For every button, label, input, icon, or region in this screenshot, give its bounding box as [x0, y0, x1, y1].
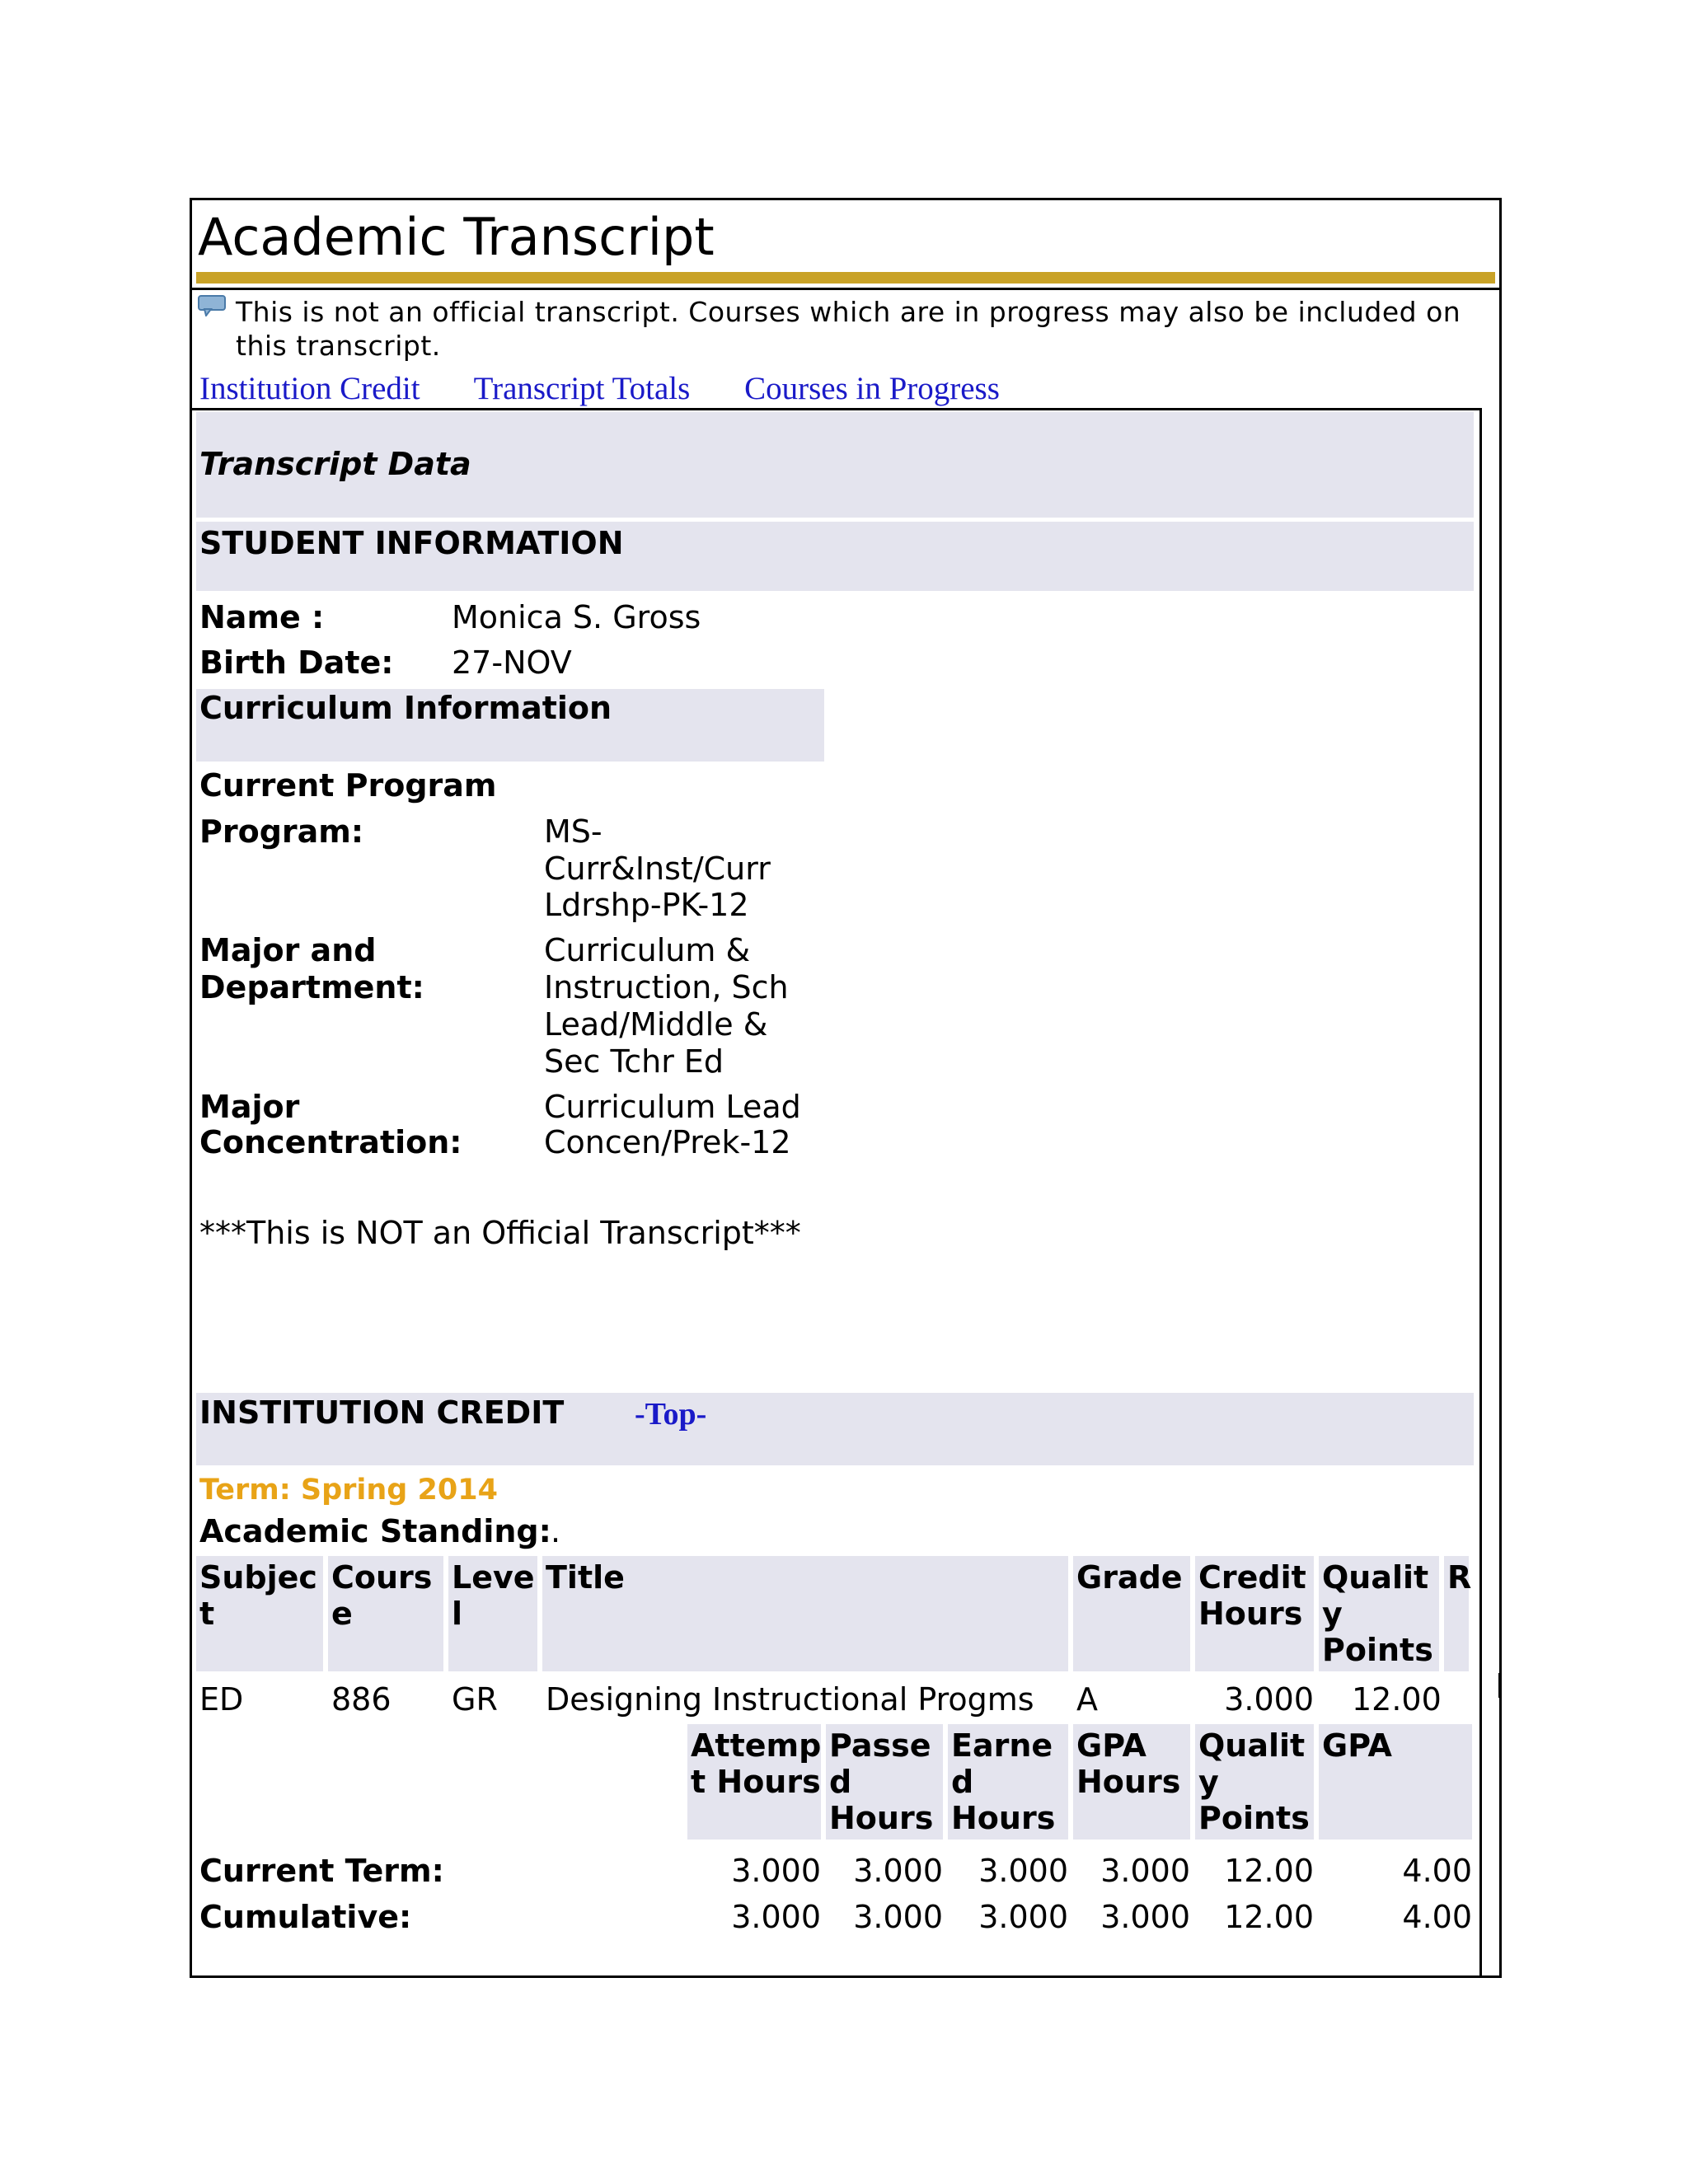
institution-credit-header: INSTITUTION CREDIT — [199, 1394, 565, 1431]
academic-standing-label: Academic Standing: — [199, 1513, 551, 1549]
top-link[interactable]: -Top- — [635, 1397, 707, 1432]
academic-standing-value: . — [551, 1513, 561, 1549]
course-quality-points: 12.00 — [1352, 1681, 1442, 1718]
major-value-line: Curriculum & — [544, 932, 751, 968]
course-number: 886 — [331, 1681, 392, 1718]
current-term-label: Current Term: — [199, 1853, 444, 1889]
section-title: Transcript Data — [199, 446, 471, 482]
current-gpa: 4.00 — [1402, 1853, 1472, 1889]
birth-date-label: Birth Date: — [199, 644, 394, 681]
col-quality-points-header: Qualit — [1322, 1559, 1429, 1596]
row-divider — [1498, 1673, 1501, 1698]
totals-gpa-header: GPA — [1322, 1727, 1392, 1764]
student-info-header: STUDENT INFORMATION — [199, 525, 624, 561]
current-program-label: Current Program — [199, 767, 497, 804]
concentration-label-line: Concentration: — [199, 1124, 462, 1160]
col-course-header: e — [331, 1596, 353, 1632]
name-label: Name : — [199, 599, 325, 635]
concentration-label-line: Major — [199, 1089, 300, 1125]
totals-earned-header: d — [951, 1764, 974, 1800]
course-grade: A — [1076, 1681, 1098, 1718]
col-credit-hours-header: Credit — [1198, 1559, 1306, 1596]
totals-earned-header: Hours — [951, 1800, 1056, 1836]
cumulative-label: Cumulative: — [199, 1899, 412, 1935]
concentration-value-line: Curriculum Lead — [544, 1089, 801, 1125]
totals-attempt-header: Attemp — [691, 1727, 822, 1764]
cumulative-quality-points: 12.00 — [1224, 1899, 1314, 1935]
major-value-line: Sec Tchr Ed — [544, 1043, 724, 1080]
curriculum-header: Curriculum Information — [199, 690, 612, 726]
cumulative-passed-hours: 3.000 — [853, 1899, 943, 1935]
totals-passed-header: Passe — [829, 1727, 931, 1764]
cumulative-gpa: 4.00 — [1402, 1899, 1472, 1935]
current-attempt-hours: 3.000 — [731, 1853, 821, 1889]
program-value-line: Curr&Inst/Curr — [544, 851, 771, 887]
totals-gpa-hours-header: Hours — [1076, 1764, 1181, 1800]
col-quality-points-header: y — [1322, 1596, 1343, 1632]
col-level-header: l — [452, 1596, 463, 1632]
major-value-line: Instruction, Sch — [544, 969, 789, 1005]
disclaimer-note: This is not an official transcript. Courses which are in progress may also be included on this transcript. — [236, 296, 1461, 362]
course-subject: ED — [199, 1681, 244, 1718]
col-subject-header: Subjec — [199, 1559, 317, 1596]
col-subject-header: t — [199, 1596, 215, 1632]
col-level-header: Leve — [452, 1559, 535, 1596]
cumulative-earned-hours: 3.000 — [978, 1899, 1068, 1935]
name-value: Monica S. Gross — [452, 599, 701, 635]
col-grade-header: Grade — [1076, 1559, 1183, 1596]
col-course-header: Cours — [331, 1559, 433, 1596]
totals-quality-points-header: Qualit — [1198, 1727, 1306, 1764]
current-gpa-hours: 3.000 — [1100, 1853, 1190, 1889]
col-quality-points-header: Points — [1322, 1632, 1433, 1668]
cumulative-attempt-hours: 3.000 — [731, 1899, 821, 1935]
major-label-line: Department: — [199, 969, 424, 1005]
totals-quality-points-header: Points — [1198, 1800, 1310, 1836]
course-level: GR — [452, 1681, 498, 1718]
program-value-line: Ldrshp-PK-12 — [544, 887, 749, 923]
current-passed-hours: 3.000 — [853, 1853, 943, 1889]
birth-date-value: 27-NOV — [452, 644, 572, 681]
page-title: Academic Transcript — [198, 207, 715, 267]
current-quality-points: 12.00 — [1224, 1853, 1314, 1889]
link-institution-credit[interactable]: Institution Credit — [199, 371, 420, 406]
cumulative-gpa-hours: 3.000 — [1100, 1899, 1190, 1935]
totals-earned-header: Earne — [951, 1727, 1053, 1764]
program-value-line: MS- — [544, 813, 603, 850]
course-title: Designing Instructional Progms — [546, 1681, 1034, 1718]
term-label: Term: Spring 2014 — [199, 1474, 498, 1507]
major-value-line: Lead/Middle & — [544, 1006, 768, 1043]
totals-attempt-header: t Hours — [691, 1764, 821, 1800]
not-official-disclaimer: ***This is NOT an Official Transcript*** — [199, 1215, 801, 1251]
totals-passed-header: Hours — [829, 1800, 934, 1836]
col-title-header: Title — [546, 1559, 625, 1596]
totals-gpa-hours-header: GPA — [1076, 1727, 1146, 1764]
program-label: Program: — [199, 813, 364, 850]
col-credit-hours-header: Hours — [1198, 1596, 1303, 1632]
course-credit-hours: 3.000 — [1224, 1681, 1314, 1718]
link-transcript-totals[interactable]: Transcript Totals — [473, 371, 691, 406]
current-earned-hours: 3.000 — [978, 1853, 1068, 1889]
link-courses-in-progress[interactable]: Courses in Progress — [744, 371, 1000, 406]
totals-passed-header: d — [829, 1764, 852, 1800]
col-r-header: R — [1447, 1559, 1472, 1596]
totals-quality-points-header: y — [1198, 1764, 1219, 1800]
major-label-line: Major and — [199, 932, 377, 968]
concentration-value-line: Concen/Prek-12 — [544, 1124, 791, 1160]
